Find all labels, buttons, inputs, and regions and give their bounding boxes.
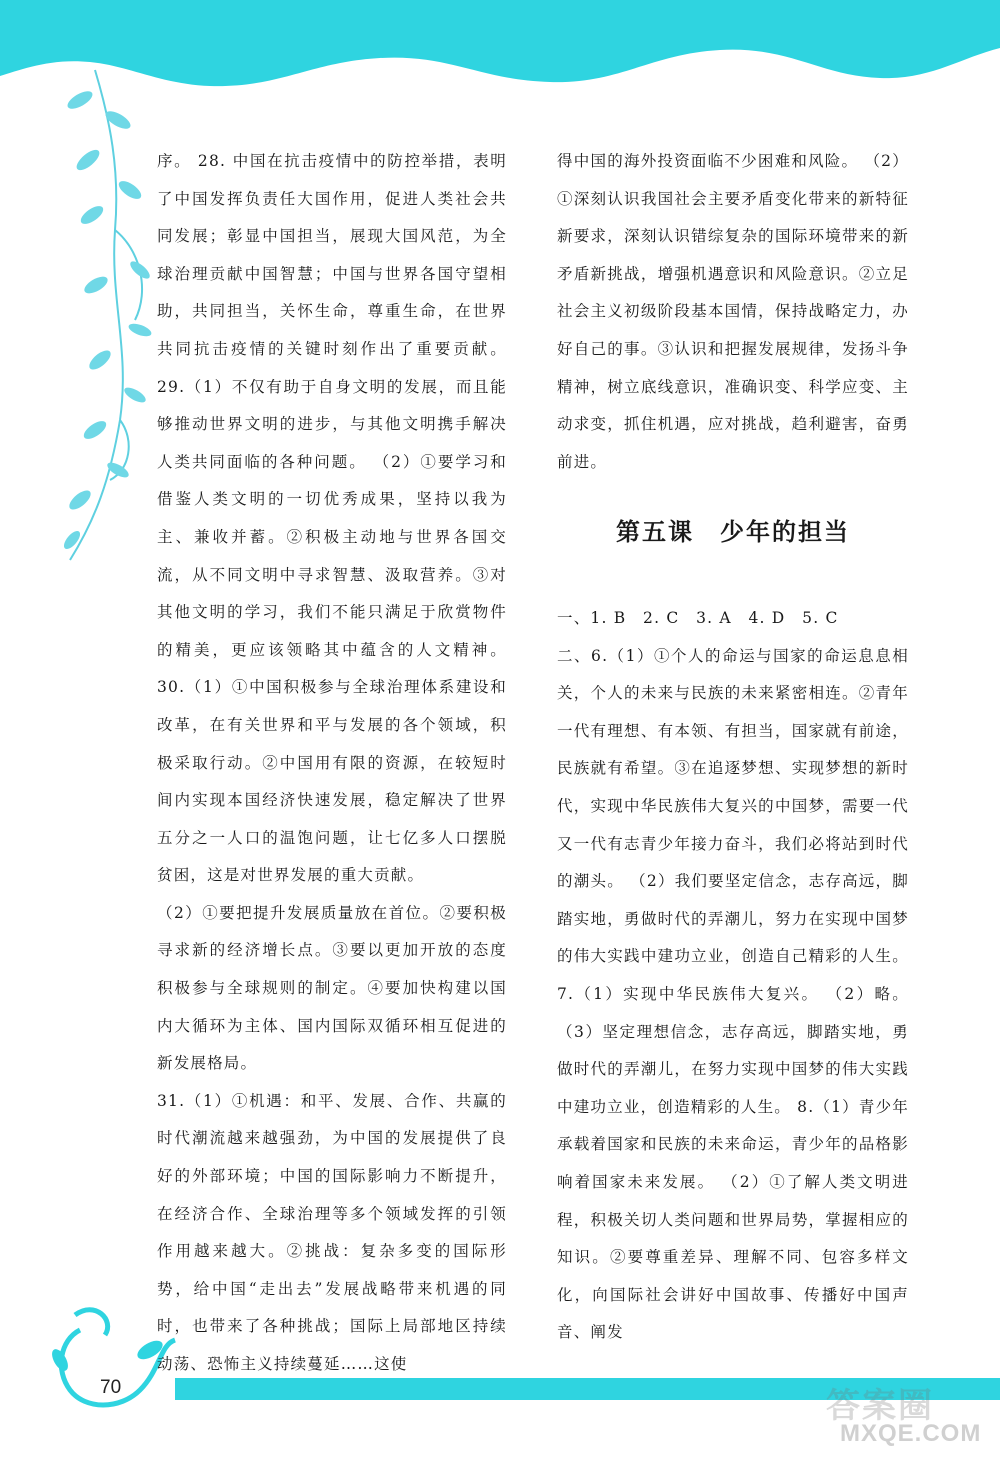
answer-paragraph: 31.（1）①机遇：和平、发展、合作、共赢的时代潮流越来越强劲，为中国的发展提供了良好的外部环境；中国的国际影响力不断提升，在经济合作、全球治理等多个领域发挥的引领作用越来越大。②挑战：复杂多变的国际形势，给中国“走出去”发展战略带来机遇的同时，也带来了各种挑战；国际上局部地区持续动荡、恐怖主义持续蔓延……这使 bbox=[157, 1091, 507, 1373]
lesson-title: 第五课 少年的担当 bbox=[616, 518, 850, 546]
page-number: 70 bbox=[100, 1377, 122, 1398]
right-answer-column-bottom bbox=[557, 600, 909, 1352]
vine-leaves bbox=[61, 88, 153, 552]
top-wave-banner bbox=[0, 0, 1000, 86]
left-answer-column bbox=[157, 143, 507, 1384]
section-one-answers: 一、1. B 2. C 3. A 4. D 5. C bbox=[557, 609, 839, 627]
vine-decoration bbox=[70, 70, 142, 560]
watermark-logo: 答案圈 bbox=[826, 1386, 934, 1426]
answer-paragraph: 得中国的海外投资面临不少困难和风险。 （2）①深刻认识我国社会主要矛盾变化带来的新特征新要求，深刻认识错综复杂的国际环境带来的新矛盾新挑战，增强机遇意识和风险意识。②立足社会主义初级阶段基本国情，保持战略定力，办好自己的事。③认识和把握发展规律，发扬斗争精神，树立底线意识，准确识变、科学应变、主动求变，抓住机遇，应对挑战，趋利避害，奋勇前进。 bbox=[557, 152, 909, 471]
watermark-text: MXQE.COM bbox=[840, 1420, 982, 1447]
answer-paragraph: 序。 28. 中国在抗击疫情中的防控举措，表明了中国发挥负责任大国作用，促进人类社会共同发展；彰显中国担当，展现大国风范，为全球治理贡献中国智慧；中国与世界各国守望相助，共同担当，关怀生命，尊重生命，在世界共同抗击疫情的关键时刻作出了重要贡献。 29.（1）不仅有助于自身文明的发展，而且能够推动世界文明的进步，与其他文明携手解决人类共同面临的各种问题。 （2）①要学习和借鉴人类文明的一切优秀成果，坚持以我为主、兼收并蓄。②积极主动地与世界各国交流，从不同文明中寻求智慧、汲取营养。③对其他文明的学习，我们不能只满足于欣赏物件的精美，更应该领略其中蕴含的人文精神。 30.（1）①中国积极参与全球治理体系建设和改革，在有关世界和平与发展的各个领域，积极采取行动。②中国用有限的资源，在较短时间内实现本国经济快速发展，稳定解决了世界五分之一人口的温饱问题，让七亿多人口摆脱贫困，这是对世界发展的重大贡献。 bbox=[157, 152, 507, 885]
section-two-answers: 二、6.（1）①个人的命运与国家的命运息息相关，个人的未来与民族的未来紧密相连。②青年一代有理想、有本领、有担当，国家就有前途，民族就有希望。③在追逐梦想、实现梦想的新时代，实现中华民族伟大复兴的中国梦，需要一代又一代有志青少年接力奋斗，我们必将站到时代的潮头。 （2）我们要坚定信念，志存高远，脚踏实地，勇做时代的弄潮儿，努力在实现中国梦的伟大实践中建功立业，创造自己精彩的人生。 7.（1）实现中华民族伟大复兴。 （2）略。 （3）坚定理想信念，志存高远，脚踏实地，勇做时代的弄潮儿，在努力实现中国梦的伟大实践中建功立业，创造精彩的人生。 8.（1）青少年承载着国家和民族的未来命运，青少年的品格影响着国家未来发展。 （2）①了解人类文明进程，积极关切人类问题和世界局势，掌握相应的知识。②要尊重差异、理解不同、包容多样文化，向国际社会讲好中国故事、传播好中国声音、阐发 bbox=[557, 646, 909, 1342]
right-answer-column-top bbox=[557, 143, 909, 481]
answer-paragraph: （2）①要把提升发展质量放在首位。②要积极寻求新的经济增长点。③要以更加开放的态度积极参与全球规则的制定。④要加快构建以国内大循环为主体、国内国际双循环相互促进的新发展格局。 bbox=[157, 903, 507, 1073]
